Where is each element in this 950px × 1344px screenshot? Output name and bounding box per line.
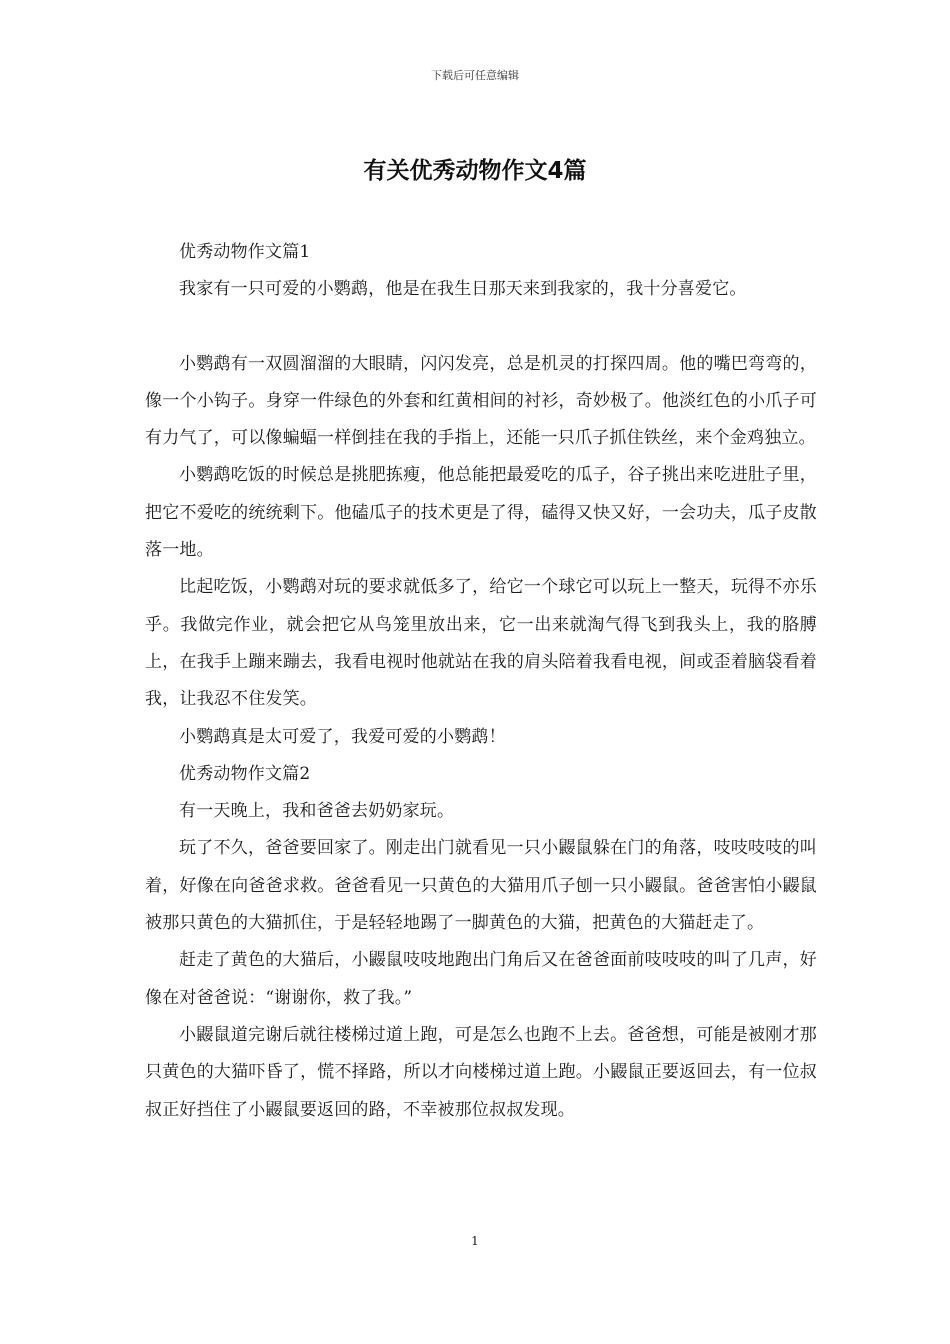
document-title: 有关优秀动物作文4篇: [363, 158, 587, 184]
section-heading-1: 优秀动物作文篇1: [179, 242, 311, 262]
paragraph: 玩了不久，爸爸要回家了。刚走出门就看见一只小鼹鼠躲在门的角落，吱吱吱吱的叫着，好像在向爸爸求救。爸爸看见一只黄色的大猫用爪子刨一只小鼹鼠。爸爸害怕小鼹鼠被那只黄色的大猫抓住，于是轻轻地踢了一脚黄色的大猫，把黄色的大猫赶走了。: [145, 838, 817, 934]
header-note: 下载后可任意编辑: [431, 69, 519, 82]
page-number: 1: [471, 1234, 479, 1248]
paragraph: 赶走了黄色的大猫后，小鼹鼠吱吱地跑出门角后又在爸爸面前吱吱吱的叫了几声，好像在对爸爸说：“谢谢你，救了我。”: [145, 950, 817, 1008]
section-heading-2: 优秀动物作文篇2: [179, 763, 311, 784]
document-body: [145, 234, 817, 1129]
paragraph: 小鹦鹉吃饭的时候总是挑肥拣瘦，他总能把最爱吃的瓜子，谷子挑出来吃进肚子里，把它不爱吃的统统剩下。他磕瓜子的技术更是了得，磕得又快又好，一会功夫，瓜子皮散落一地。: [145, 465, 817, 561]
paragraph: 我家有一只可爱的小鹦鹉，他是在我生日那天来到我家的，我十分喜爱它。: [179, 279, 747, 300]
blank-line: [145, 309, 817, 346]
paragraph: 小鹦鹉有一双圆溜溜的大眼睛，闪闪发亮，总是机灵的打探四周。他的嘴巴弯弯的，像一个小钩子。身穿一件绿色的外套和红黄相间的衬衫，奇妙极了。他淡红色的小爪子可有力气了，可以像蝙蝠一样倒挂在我的手指上，还能一只爪子抓住铁丝，来个金鸡独立。: [145, 353, 817, 449]
paragraph: 比起吃饭，小鹦鹉对玩的要求就低多了，给它一个球它可以玩上一整天，玩得不亦乐乎。我做完作业，就会把它从鸟笼里放出来，它一出来就淘气得飞到我头上，我的胳膊上，在我手上蹦来蹦去，我看电视时他就站在我的肩头陪着我看电视，间或歪着脑袋看着我，让我忍不住发笑。: [145, 577, 817, 710]
paragraph: 小鼹鼠道完谢后就往楼梯过道上跑，可是怎么也跑不上去。爸爸想，可能是被刚才那只黄色的大猫吓昏了，慌不择路，所以才向楼梯过道上跑。小鼹鼠正要返回去，有一位叔叔正好挡住了小鼹鼠要返回的路，不幸被那位叔叔发现。: [145, 1024, 817, 1120]
paragraph: 有一天晚上，我和爸爸去奶奶家玩。: [179, 801, 455, 822]
paragraph: 小鹦鹉真是太可爱了，我爱可爱的小鹦鹉！: [179, 726, 506, 747]
